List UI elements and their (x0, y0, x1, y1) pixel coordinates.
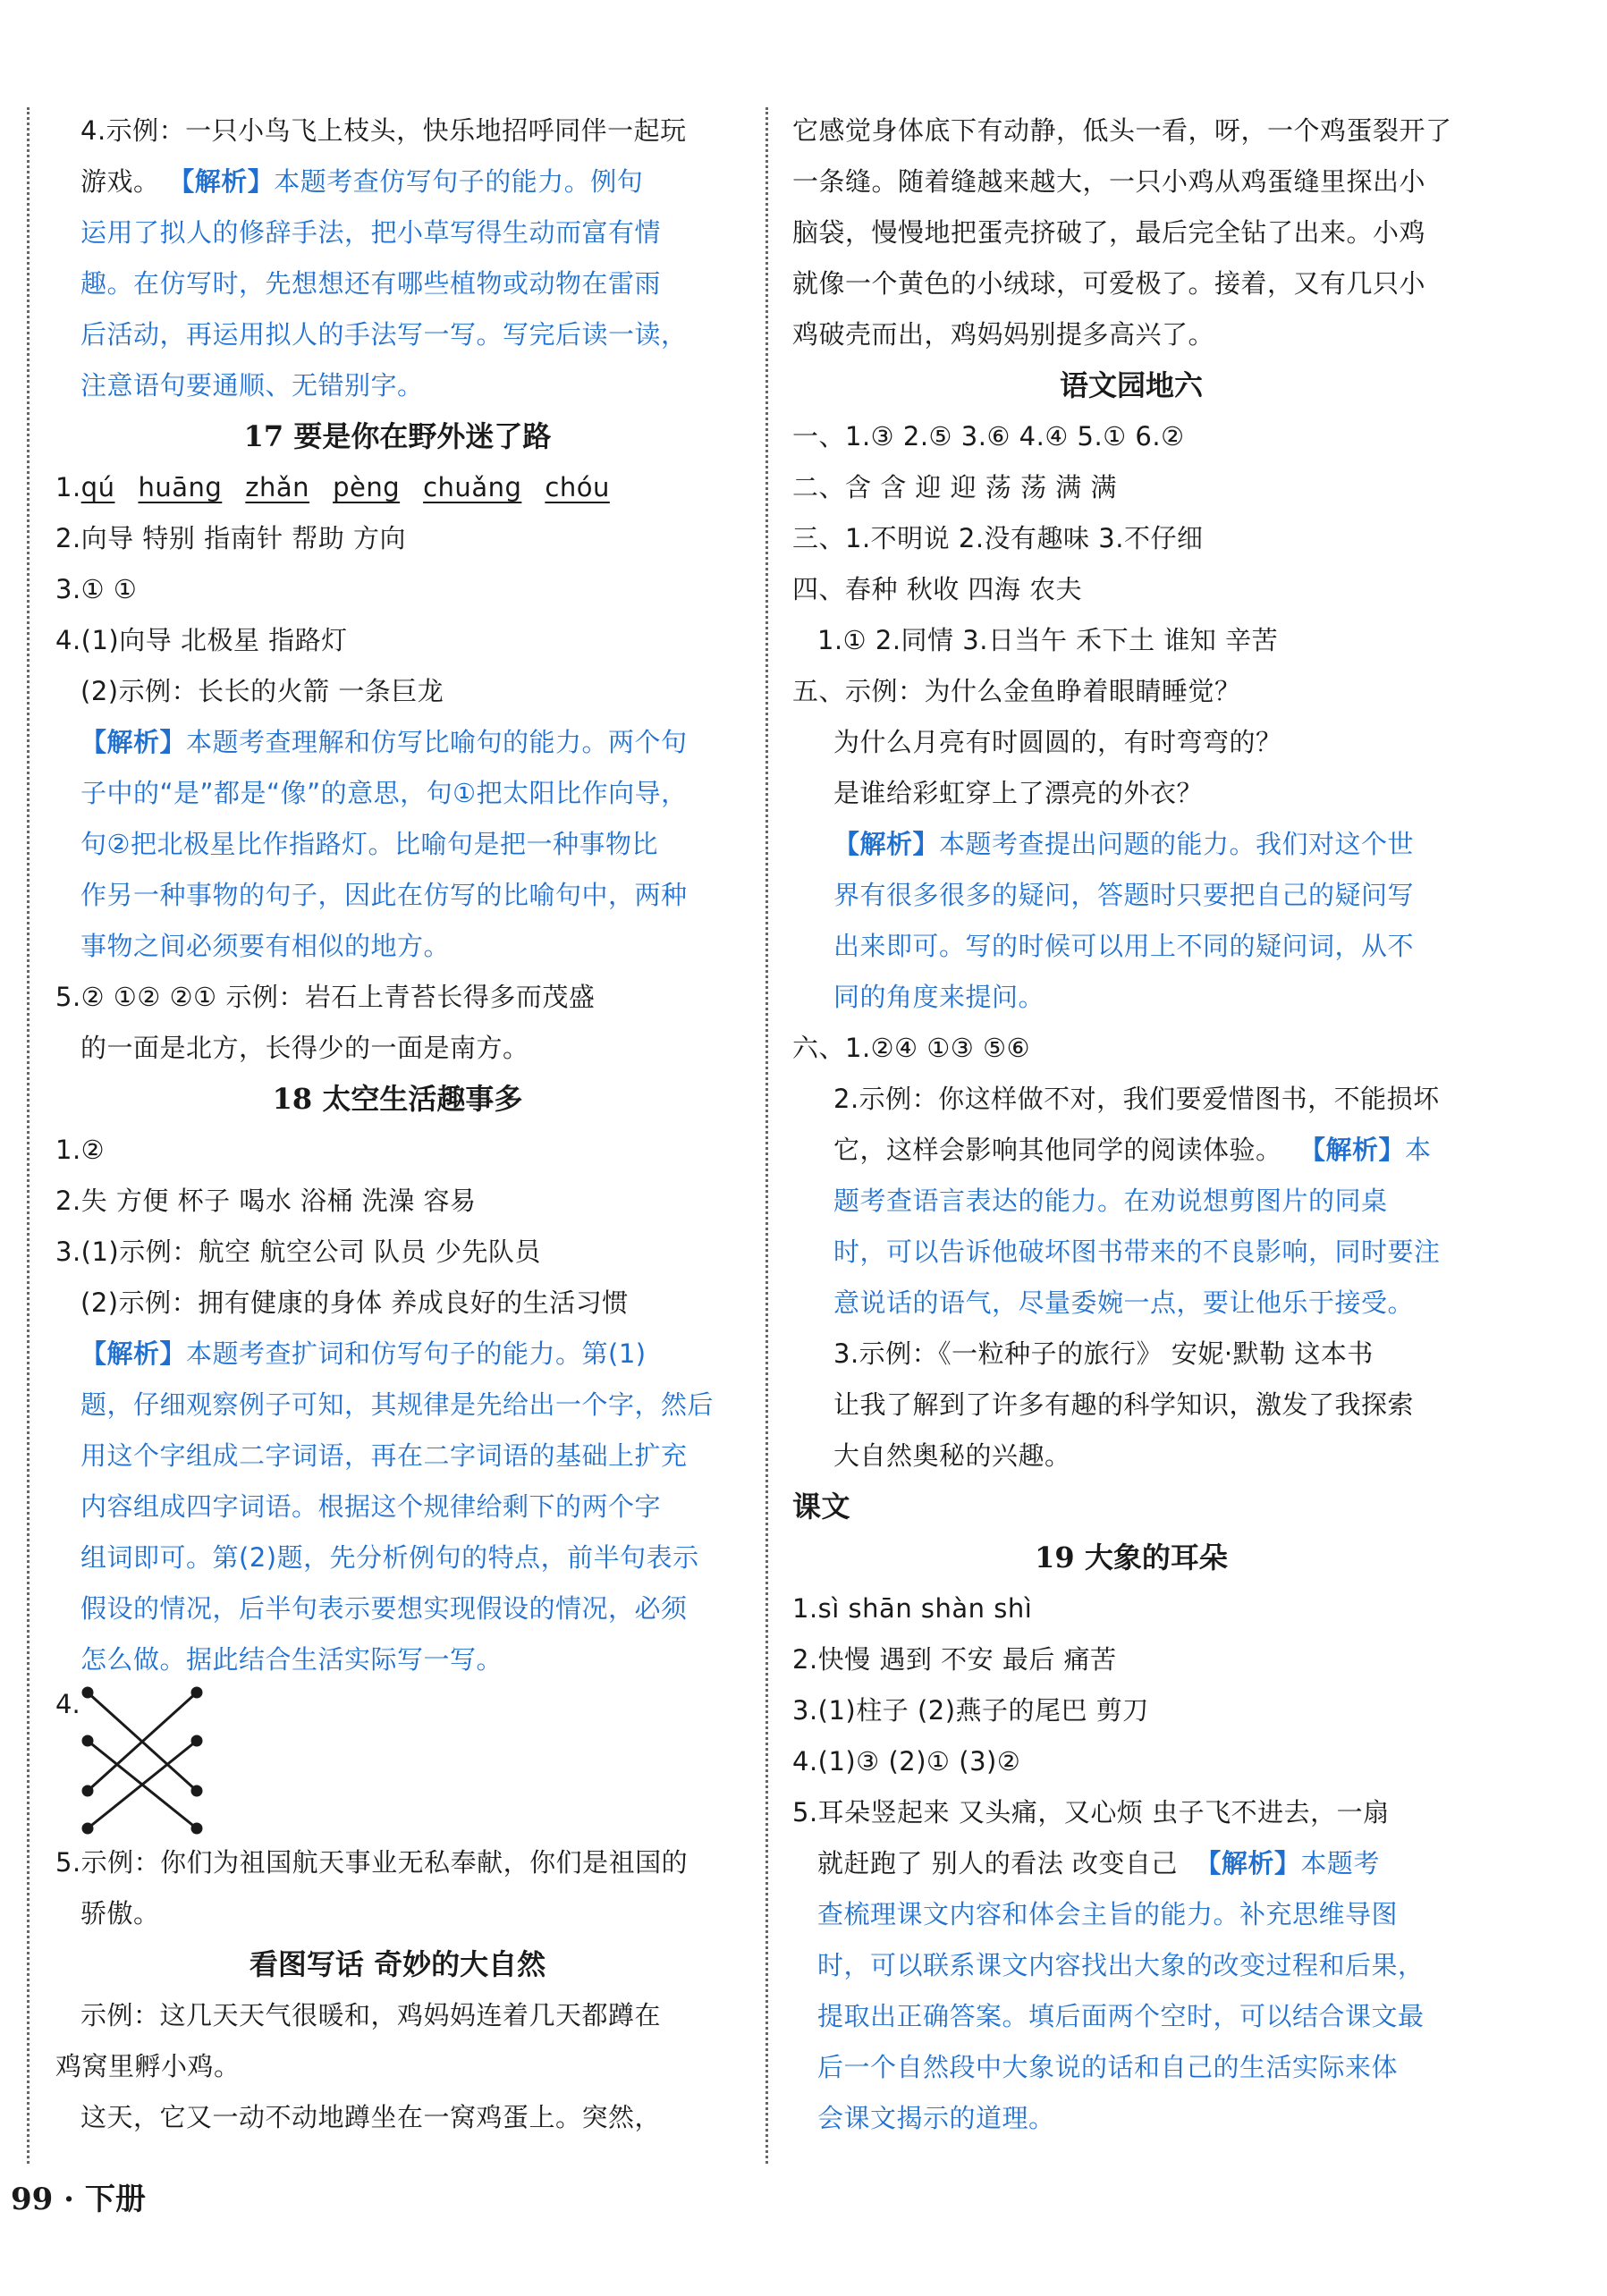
answer-line: 三、1.不明说 2.没有趣味 3.不仔细 (792, 523, 1204, 553)
analysis-line (55, 717, 740, 768)
match-dot (192, 1786, 201, 1795)
match-dot (192, 1824, 201, 1833)
analysis-line: 作另一种事物的句子，因此在仿写的比喻句中，两种 (80, 880, 688, 910)
answer-line: 一、1.③ 2.⑤ 3.⑥ 4.④ 5.① 6.② (792, 421, 1185, 452)
analysis-line: 组词即可。第(2)题，先分析例句的特点，前半句表示 (80, 1542, 699, 1573)
answer-line: 4.示例：一只小鸟飞上枝头，快乐地招呼同伴一起玩 (80, 115, 687, 146)
section-heading-kewen: 课文 (792, 1490, 851, 1524)
answer-line: 为什么月亮有时圆圆的，有时弯弯的？ (833, 727, 1282, 757)
answer-line: 3.① ① (55, 574, 138, 604)
analysis-line: 界有很多很多的疑问，答题时只要把自己的疑问写 (833, 880, 1415, 910)
answer-line: 3.示例：《一粒种子的旅行》 安妮·默勒 这本书 (833, 1338, 1374, 1369)
answer-line: 4.(1)③ (2)① (3)② (792, 1746, 1021, 1777)
answer-line: 骄傲。 (80, 1898, 160, 1929)
answer-line: 1.sì shān shàn shì (792, 1593, 1033, 1624)
analysis-line: 假设的情况，后半句表示要想实现假设的情况，必须 (80, 1593, 688, 1624)
section-title-garden: 语文园地六 (1059, 368, 1203, 402)
pinyin-item: chóu (545, 472, 610, 502)
analysis-line: 用这个字组成二字词语，再在二字词语的基础上扩充 (80, 1440, 688, 1471)
answer-line: 就像一个黄色的小绒球，可爱极了。接着，又有几只小 (792, 268, 1426, 299)
pinyin-item: pèng (333, 472, 401, 502)
answer-line: 让我了解到了许多有趣的科学知识，激发了我探索 (833, 1389, 1415, 1420)
question-number: 1. (55, 472, 81, 502)
analysis-line: 趣。在仿写时，先想想还有哪些植物或动物在雷雨 (80, 268, 662, 299)
analysis-text: 本题考 (1300, 1848, 1380, 1878)
column-divider (765, 107, 768, 2164)
answer-line: 的一面是北方，长得少的一面是南方。 (80, 1033, 529, 1063)
analysis-line (55, 1329, 740, 1380)
pinyin-item: chuǎng (423, 472, 522, 502)
analysis-tag: 【解析】 (1298, 1135, 1405, 1165)
analysis-line: 会课文揭示的道理。 (817, 2103, 1055, 2133)
answer-line: 四、春种 秋收 四海 农夫 (792, 574, 1083, 604)
answer-line: 一条缝。随着缝越来越大，一只小鸡从鸡蛋缝里探出小 (792, 166, 1426, 197)
answer-text: 游戏。 (80, 166, 160, 197)
lesson-title-18: 18 太空生活趣事多 (272, 1082, 523, 1116)
analysis-line: 题，仔细观察例子可知，其规律是先给出一个字，然后 (80, 1389, 715, 1420)
answer-line: (2)示例：长长的火箭 一条巨龙 (80, 676, 444, 706)
answer-line: 1.② (55, 1135, 106, 1165)
match-dot (83, 1824, 92, 1833)
answer-line: 2.快慢 遇到 不安 最后 痛苦 (792, 1644, 1117, 1675)
analysis-text: 本题考查提出问题的能力。我们对这个世 (939, 829, 1415, 859)
answer-text: 它，这样会影响其他同学的阅读体验。 (833, 1135, 1282, 1165)
analysis-tag: 【解析】 (80, 727, 187, 757)
answer-line: 5.耳朵竖起来 又头痛，又心烦 虫子飞不进去，一扇 (792, 1797, 1390, 1828)
analysis-line: 后活动，再运用拟人的手法写一写。写完后读一读， (80, 319, 688, 350)
analysis-line: 事物之间必须要有相似的地方。 (80, 931, 451, 961)
answer-line: 大自然奥秘的兴趣。 (833, 1440, 1071, 1471)
analysis-line: 意说话的语气，尽量委婉一点，要让他乐于接受。 (833, 1287, 1415, 1318)
question-number: 4. (55, 1689, 80, 1719)
pinyin-item: huāng (138, 472, 223, 502)
analysis-tag: 【解析】 (80, 1338, 187, 1369)
analysis-tag: 【解析】 (833, 829, 940, 859)
answer-line: 示例：这几天天气很暖和，鸡妈妈连着几天都蹲在 (80, 2000, 662, 2030)
match-dot (192, 1688, 201, 1697)
analysis-line: 提取出正确答案。填后面两个空时，可以结合课文最 (817, 2001, 1425, 2031)
matching-lines-figure (80, 1685, 206, 1836)
analysis-text: 本题考查扩词和仿写句子的能力。第(1) (186, 1338, 647, 1369)
answer-line: 4.(1)向导 北极星 指路灯 (55, 625, 348, 655)
answer-line: 是谁给彩虹穿上了漂亮的外衣？ (833, 778, 1204, 808)
answer-line (792, 1125, 1470, 1176)
answer-line: 2.失 方便 杯子 喝水 浴桶 洗澡 容易 (55, 1186, 477, 1216)
matching-diagram (55, 1685, 740, 1837)
match-dot (192, 1736, 201, 1745)
answer-line: 5.② ①② ②① 示例：岩石上青苔长得多而茂盛 (55, 982, 596, 1012)
answer-line: (2)示例：拥有健康的身体 养成良好的生活习惯 (80, 1287, 629, 1318)
match-dot (83, 1786, 92, 1795)
answer-line: 2.示例：你这样做不对，我们要爱惜图书，不能损坏 (833, 1084, 1440, 1114)
answer-line: 鸡破壳而出，鸡妈妈别提多高兴了。 (792, 319, 1215, 350)
analysis-line: 题考查语言表达的能力。在劝说想剪图片的同桌 (833, 1186, 1388, 1216)
analysis-text: 本题考查理解和仿写比喻句的能力。两个句 (186, 727, 688, 757)
answer-line: 脑袋，慢慢地把蛋壳挤破了，最后完全钻了出来。小鸡 (792, 217, 1426, 248)
left-column (55, 106, 740, 2143)
section-title-writing: 看图写话 奇妙的大自然 (249, 1947, 546, 1981)
answer-line: 鸡窝里孵小鸡。 (55, 2051, 241, 2081)
answer-line (792, 1838, 1470, 1889)
analysis-text: 本 (1404, 1135, 1432, 1165)
analysis-line (792, 819, 1470, 870)
analysis-line: 子中的“是”都是“像”的意思，句①把太阳比作向导， (80, 778, 688, 808)
analysis-tag: 【解析】 (168, 166, 275, 197)
answer-line: 它感觉身体底下有动静，低头一看，呀，一个鸡蛋裂开了 (792, 115, 1452, 146)
lesson-title-19: 19 大象的耳朵 (1035, 1541, 1228, 1574)
answer-line: 五、示例：为什么金鱼睁着眼睛睡觉？ (792, 676, 1241, 706)
analysis-line: 后一个自然段中大象说的话和自己的生活实际来体 (817, 2052, 1399, 2082)
answer-line: 六、1.②④ ①③ ⑤⑥ (792, 1033, 1031, 1063)
answer-text: 就赶跑了 别人的看法 改变自己 (817, 1848, 1178, 1878)
match-dot (83, 1736, 92, 1745)
match-dot (83, 1688, 92, 1697)
left-margin-divider (27, 107, 30, 2164)
answer-line: 这天，它又一动不动地蹲坐在一窝鸡蛋上。突然， (80, 2102, 662, 2132)
analysis-tag: 【解析】 (1195, 1848, 1301, 1878)
analysis-line: 句②把北极星比作指路灯。比喻句是把一种事物比 (80, 829, 658, 859)
analysis-line: 同的角度来提问。 (833, 982, 1045, 1012)
answer-line: 二、含 含 迎 迎 荡 荡 满 满 (792, 472, 1118, 502)
analysis-line: 运用了拟人的修辞手法，把小草写得生动而富有情 (80, 217, 662, 248)
pinyin-item: zhǎn (245, 472, 310, 502)
page-footer: 99 · 下册 (11, 2182, 146, 2217)
analysis-text: 本题考查仿写句子的能力。例句 (274, 166, 644, 197)
analysis-line: 注意语句要通顺、无错别字。 (80, 370, 424, 401)
analysis-line: 出来即可。写的时候可以用上不同的疑问词，从不 (833, 931, 1415, 961)
analysis-line: 怎么做。据此结合生活实际写一写。 (80, 1644, 503, 1675)
answer-line: 3.(1)柱子 (2)燕子的尾巴 剪刀 (792, 1695, 1149, 1726)
answer-line: 2.向导 特别 指南针 帮助 方向 (55, 523, 407, 553)
answer-line: 5.示例：你们为祖国航天事业无私奉献，你们是祖国的 (55, 1847, 689, 1878)
analysis-line: 查梳理课文内容和体会主旨的能力。补充思维导图 (817, 1899, 1399, 1929)
answer-line (55, 156, 740, 207)
analysis-line: 时，可以告诉他破坏图书带来的不良影响，同时要注 (833, 1237, 1441, 1267)
answer-line: 3.(1)示例：航空 航空公司 队员 少先队员 (55, 1237, 541, 1267)
lesson-title-17: 17 要是你在野外迷了路 (243, 419, 552, 453)
answer-line: 1.① 2.同情 3.日当午 禾下土 谁知 辛苦 (817, 625, 1279, 655)
right-column (792, 106, 1470, 2144)
analysis-line: 时，可以联系课文内容找出大象的改变过程和后果， (817, 1950, 1425, 1980)
pinyin-answers (55, 462, 740, 513)
analysis-line: 内容组成四字词语。根据这个规律给剩下的两个字 (80, 1491, 662, 1522)
pinyin-item: qú (80, 472, 115, 502)
